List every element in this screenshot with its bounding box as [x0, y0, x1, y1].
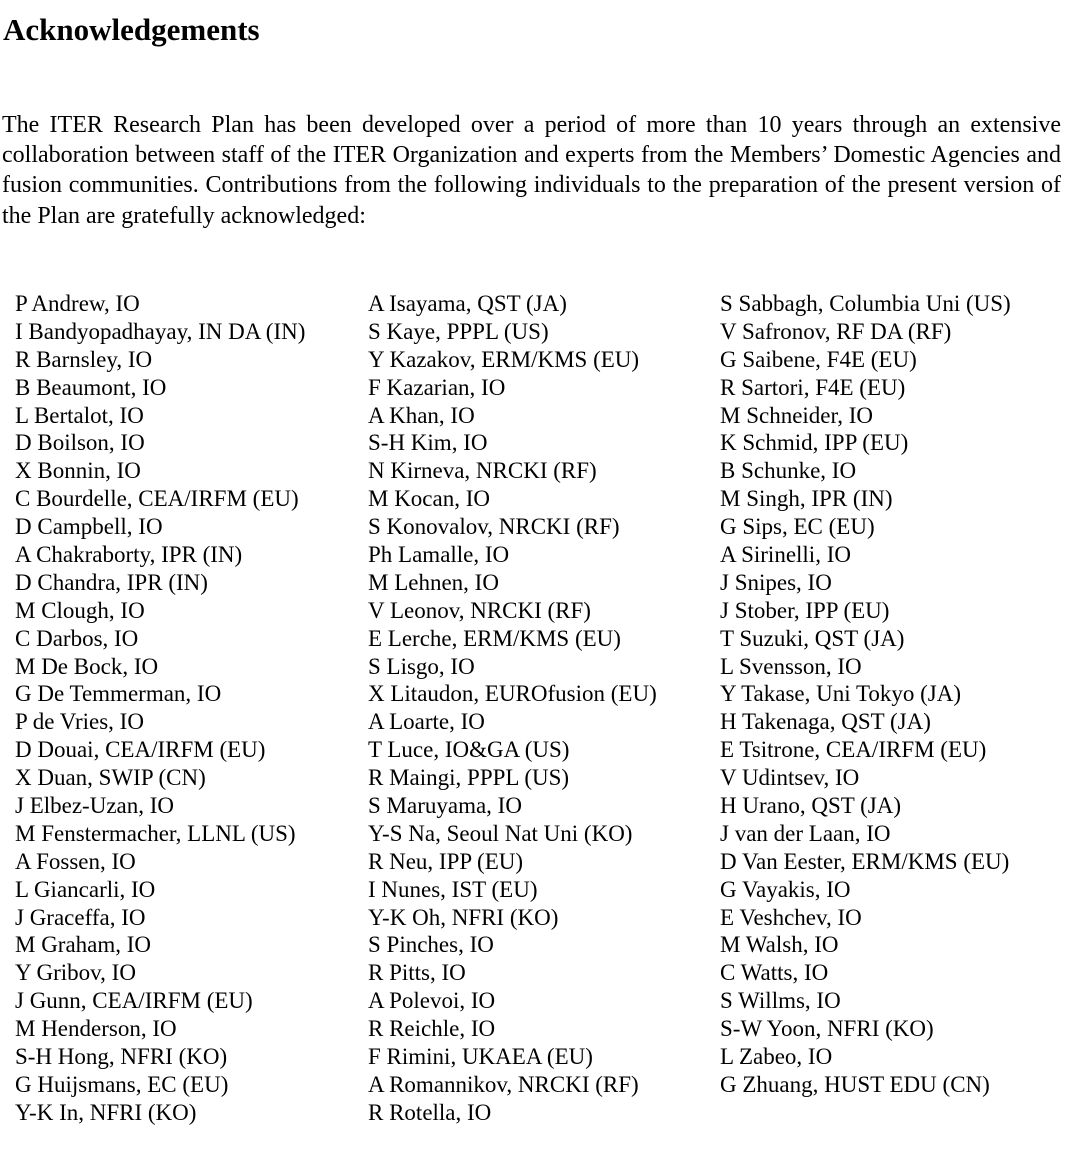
contributor-name: Y-S Na, Seoul Nat Uni (KO) — [368, 820, 633, 846]
contributor-name: A Romannikov, NRCKI (RF) — [368, 1071, 639, 1097]
contributor-name: L Svensson, IO — [720, 653, 862, 679]
contributor-name: R Sartori, F4E (EU) — [720, 374, 906, 400]
contributor-name: N Kirneva, NRCKI (RF) — [368, 458, 597, 484]
contributor-name: K Schmid, IPP (EU) — [720, 430, 909, 456]
contributor-name: A Chakraborty, IPR (IN) — [15, 542, 243, 568]
contributors-column-3 — [720, 290, 1011, 1099]
contributor-name: Y-K Oh, NFRI (KO) — [368, 904, 559, 930]
contributor-name: Y Gribov, IO — [15, 960, 136, 986]
contributor-name: M De Bock, IO — [15, 653, 159, 679]
contributor-name: R Neu, IPP (EU) — [368, 848, 524, 874]
contributor-name: D Douai, CEA/IRFM (EU) — [15, 737, 266, 763]
contributor-name: I Nunes, IST (EU) — [368, 876, 538, 902]
contributor-name: X Litaudon, EUROfusion (EU) — [368, 681, 657, 707]
contributor-name: V Safronov, RF DA (RF) — [720, 318, 952, 344]
contributor-name: S Kaye, PPPL (US) — [368, 318, 549, 344]
contributor-name: S Lisgo, IO — [368, 653, 475, 679]
contributor-name: F Rimini, UKAEA (EU) — [368, 1044, 593, 1070]
contributor-name: P Andrew, IO — [15, 291, 140, 316]
contributor-name: G Vayakis, IO — [720, 876, 851, 902]
contributor-name: S Willms, IO — [720, 988, 841, 1014]
contributor-name: R Pitts, IO — [368, 960, 466, 986]
contributor-name: J van der Laan, IO — [720, 820, 891, 846]
contributor-name: C Watts, IO — [720, 960, 829, 986]
contributor-name: S Pinches, IO — [368, 932, 494, 958]
contributors-column-2 — [368, 290, 657, 1127]
contributor-name: H Takenaga, QST (JA) — [720, 709, 931, 735]
contributor-name: Y Kazakov, ERM/KMS (EU) — [368, 346, 640, 372]
contributor-name: J Stober, IPP (EU) — [720, 597, 890, 623]
contributor-name: J Elbez-Uzan, IO — [15, 793, 175, 819]
contributor-name: M Walsh, IO — [720, 932, 839, 958]
contributor-name: A Sirinelli, IO — [720, 542, 851, 568]
contributor-name: M Kocan, IO — [368, 486, 490, 512]
contributor-name: L Zabeo, IO — [720, 1044, 833, 1070]
contributor-name: B Schunke, IO — [720, 458, 857, 484]
contributor-name: M Schneider, IO — [720, 402, 874, 428]
contributor-name: P de Vries, IO — [15, 709, 144, 735]
contributor-name: L Bertalot, IO — [15, 402, 144, 428]
contributor-name: T Luce, IO&GA (US) — [368, 737, 570, 763]
contributor-name: E Veshchev, IO — [720, 904, 862, 930]
contributor-name: M Fenstermacher, LLNL (US) — [15, 820, 296, 846]
contributor-name: X Duan, SWIP (CN) — [15, 765, 206, 791]
page-title: Acknowledgements — [3, 12, 260, 47]
intro-paragraph: The ITER Research Plan has been developed over a period of more than 10 years through an extensive collaboration between staff of the ITER Organization and experts from the Members’ Domestic Agencies and fusion communities. Contributions from the following individuals to the preparation of the present version of the Plan are gratefully acknowledged: — [2, 112, 1061, 229]
contributor-name: Y-K In, NFRI (KO) — [15, 1099, 197, 1125]
contributor-name: J Gunn, CEA/IRFM (EU) — [15, 988, 253, 1014]
contributor-name: A Fossen, IO — [15, 848, 136, 874]
contributor-name: S-H Hong, NFRI (KO) — [15, 1044, 228, 1070]
contributor-name: C Bourdelle, CEA/IRFM (EU) — [15, 486, 299, 512]
contributor-name: G Huijsmans, EC (EU) — [15, 1071, 229, 1097]
contributor-name: R Maingi, PPPL (US) — [368, 765, 570, 791]
contributor-name: R Rotella, IO — [368, 1099, 492, 1125]
contributor-name: S Konovalov, NRCKI (RF) — [368, 514, 620, 540]
contributor-name: M Henderson, IO — [15, 1016, 177, 1042]
contributor-name: E Tsitrone, CEA/IRFM (EU) — [720, 737, 987, 763]
contributor-name: G Saibene, F4E (EU) — [720, 346, 917, 372]
contributor-name: Ph Lamalle, IO — [368, 542, 510, 568]
contributor-name: A Loarte, IO — [368, 709, 485, 735]
contributor-name: D Van Eester, ERM/KMS (EU) — [720, 848, 1010, 874]
contributor-name: D Chandra, IPR (IN) — [15, 569, 208, 595]
contributor-name: Y Takase, Uni Tokyo (JA) — [720, 681, 962, 707]
contributor-name: G De Temmerman, IO — [15, 681, 222, 707]
contributor-name: I Bandyopadhayay, IN DA (IN) — [15, 318, 306, 344]
contributor-name: M Lehnen, IO — [368, 569, 499, 595]
contributor-name: D Boilson, IO — [15, 430, 145, 456]
contributor-name: J Snipes, IO — [720, 569, 832, 595]
contributor-name: J Graceffa, IO — [15, 904, 146, 930]
contributors-column-1 — [15, 290, 305, 1127]
contributor-name: G Zhuang, HUST EDU (CN) — [720, 1071, 990, 1097]
contributor-name: M Graham, IO — [15, 932, 152, 958]
contributor-name: D Campbell, IO — [15, 514, 163, 540]
contributor-name: L Giancarli, IO — [15, 876, 156, 902]
contributor-name: V Udintsev, IO — [720, 765, 860, 791]
contributor-name: A Isayama, QST (JA) — [368, 291, 567, 316]
contributor-name: A Polevoi, IO — [368, 988, 496, 1014]
contributor-name: S Maruyama, IO — [368, 793, 522, 819]
contributor-name: E Lerche, ERM/KMS (EU) — [368, 625, 621, 651]
contributor-name: R Reichle, IO — [368, 1016, 496, 1042]
contributor-name: B Beaumont, IO — [15, 374, 167, 400]
contributor-name: S Sabbagh, Columbia Uni (US) — [720, 291, 1011, 316]
contributor-name: A Khan, IO — [368, 402, 475, 428]
contributor-name: F Kazarian, IO — [368, 374, 506, 400]
contributor-name: T Suzuki, QST (JA) — [720, 625, 905, 651]
contributor-name: R Barnsley, IO — [15, 346, 153, 372]
contributor-name: V Leonov, NRCKI (RF) — [368, 597, 591, 623]
contributor-name: S-W Yoon, NFRI (KO) — [720, 1016, 934, 1042]
contributor-name: H Urano, QST (JA) — [720, 793, 902, 819]
contributor-name: G Sips, EC (EU) — [720, 514, 875, 540]
contributor-name: M Singh, IPR (IN) — [720, 486, 893, 512]
contributor-name: X Bonnin, IO — [15, 458, 141, 484]
contributor-name: S-H Kim, IO — [368, 430, 488, 456]
contributor-name: M Clough, IO — [15, 597, 145, 623]
contributor-name: C Darbos, IO — [15, 625, 139, 651]
